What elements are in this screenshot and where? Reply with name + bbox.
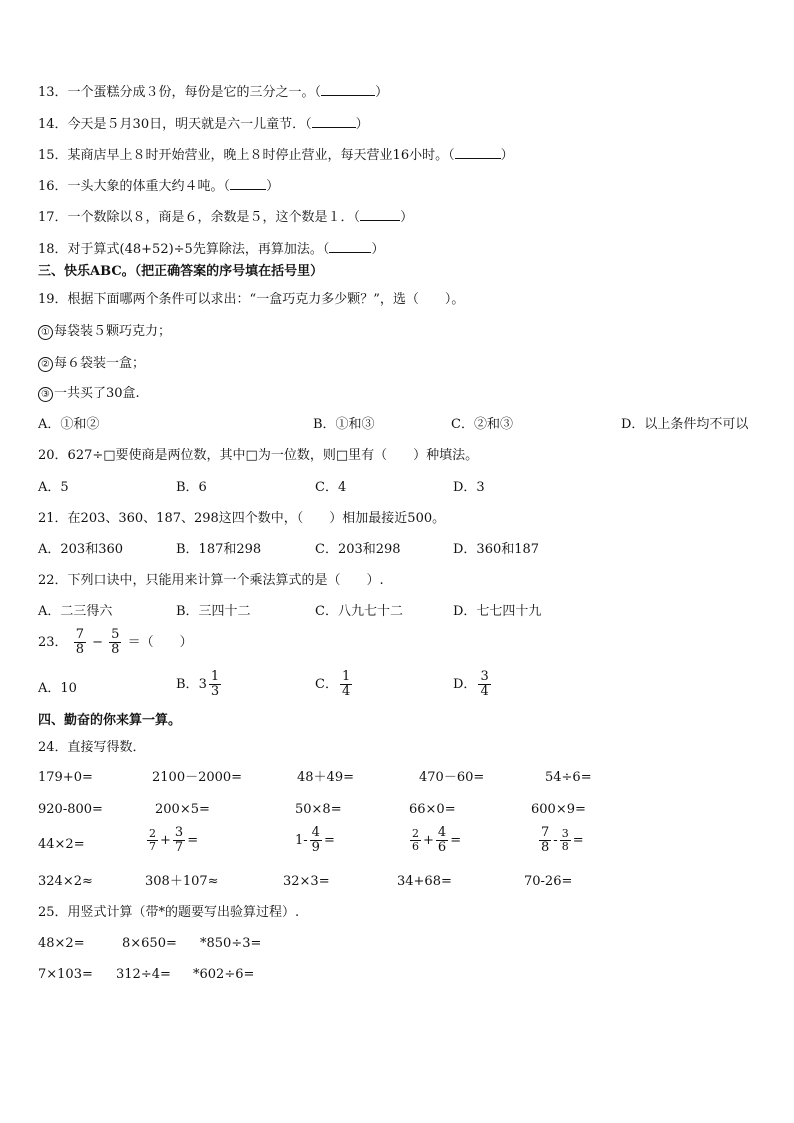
calc-item-fraction-diff: $\frac{7}{8}$ - $\frac{3}{8}$ =	[541, 825, 584, 855]
calc-item: 308＋107≈	[145, 874, 219, 889]
vertical-calc-item: 7×103=	[38, 967, 93, 982]
fraction: $\frac{3}{4}$	[480, 669, 489, 699]
calc-item: 54÷6=	[545, 770, 592, 785]
fraction: $\frac{7}{8}$	[75, 627, 84, 657]
calc-item-fraction-sum: $\frac{2}{6}$ + $\frac{4}{6}$ =	[412, 825, 462, 855]
q19-option-a[interactable]: A．①和②	[38, 417, 100, 432]
q22-option-a[interactable]: A．二三得六	[38, 604, 113, 619]
question-23-stem: 23． $\frac{7}{8}$ − $\frac{5}{8}$ ＝（ ）	[38, 627, 193, 657]
question-15: 15．某商店早上８时开始营业，晚上８时停止营业，每天营业16小时。（ ）	[38, 148, 514, 163]
answer-blank[interactable]	[360, 208, 400, 221]
question-25-stem: 25．用竖式计算（带*的题要写出验算过程）.	[38, 905, 300, 920]
q20-option-d[interactable]: D．3	[453, 480, 485, 495]
vertical-calc-item: 48×2=	[38, 936, 85, 951]
q23-option-b[interactable]: B．3 $\frac{1}{3}$	[176, 669, 220, 699]
question-20-stem: 20．627÷□要使商是两位数，其中□为一位数，则□里有（ ）种填法。	[38, 448, 479, 463]
q22-option-c[interactable]: C．八九七十二	[315, 604, 403, 619]
question-13: 13．一个蛋糕分成３份，每份是它的三分之一。（ ）	[38, 85, 389, 100]
section-3-heading: 三、快乐ABC。（把正确答案的序号填在括号里）	[38, 264, 324, 279]
q20-option-a[interactable]: A．5	[38, 480, 69, 495]
condition-2: ② 每６袋装一盒；	[38, 355, 145, 373]
q20-option-c[interactable]: C．4	[315, 480, 347, 495]
fraction: $\frac{5}{8}$	[111, 627, 120, 657]
q22-option-b[interactable]: B．三四十二	[176, 604, 251, 619]
q21-option-d[interactable]: D．360和187	[453, 542, 540, 557]
fraction: $\frac{1}{3}$	[210, 669, 220, 699]
question-19-stem: 19．根据下面哪两个条件可以求出：“一盒巧克力多少颗？”，选（ ）。	[38, 292, 465, 307]
fraction: $\frac{7}{8}$	[541, 825, 550, 855]
calc-item: 179+0=	[38, 770, 93, 785]
circled-number: ②	[38, 357, 53, 372]
q23-option-d[interactable]: D． $\frac{3}{4}$	[453, 669, 489, 699]
question-22-stem: 22．下列口诀中，只能用来计算一个乘法算式的是（ ）.	[38, 573, 384, 588]
q19-option-d[interactable]: D．以上条件均不可以	[621, 417, 749, 432]
calc-item: 324×2≈	[38, 874, 93, 889]
calc-item: 200×5=	[155, 802, 210, 817]
q21-option-b[interactable]: B．187和298	[176, 542, 262, 557]
calc-item: 2100－2000=	[152, 770, 243, 785]
calc-item: 34+68=	[397, 874, 452, 889]
answer-blank[interactable]	[312, 115, 356, 128]
calc-item-fraction-diff: 1- $\frac{4}{9}$ =	[295, 825, 335, 855]
calc-item: 48＋49=	[297, 770, 354, 785]
q22-option-d[interactable]: D．七七四十九	[453, 604, 542, 619]
question-24-stem: 24．直接写得数．	[38, 740, 146, 755]
calc-item: 470－60=	[419, 770, 485, 785]
answer-blank[interactable]	[329, 240, 371, 253]
fraction: $\frac{1}{4}$	[341, 669, 351, 699]
q19-option-b[interactable]: B．①和③	[313, 417, 375, 432]
vertical-calc-item: 312÷4=	[116, 967, 171, 982]
q23-option-a[interactable]: A．10	[38, 681, 77, 696]
answer-blank[interactable]	[455, 146, 501, 159]
calc-item: 50×8=	[295, 802, 342, 817]
vertical-calc-item: *850÷3=	[200, 936, 262, 951]
q19-option-c[interactable]: C．②和③	[451, 417, 513, 432]
question-21-stem: 21．在203、360、187、298这四个数中，（ ）相加最接近500。	[38, 511, 446, 526]
q20-option-b[interactable]: B．6	[176, 480, 207, 495]
calc-item: 70-26=	[524, 874, 573, 889]
circled-number: ①	[38, 325, 53, 340]
fraction: $\frac{4}{9}$	[311, 825, 320, 855]
answer-blank[interactable]	[230, 177, 266, 190]
fraction: $\frac{3}{8}$	[561, 827, 569, 853]
q21-option-c[interactable]: C．203和298	[315, 542, 401, 557]
q23-option-c[interactable]: C． $\frac{1}{4}$	[315, 669, 351, 699]
condition-1: ① 每袋装５颗巧克力；	[38, 323, 171, 341]
vertical-calc-item: *602÷6=	[193, 967, 255, 982]
section-4-heading: 四、勤奋的你来算一算。	[38, 713, 182, 728]
question-16: 16．一头大象的体重大约４吨。（ ）	[38, 179, 280, 194]
vertical-calc-item: 8×650=	[122, 936, 177, 951]
calc-item: 920-800=	[38, 802, 103, 817]
calc-item: 600×9=	[531, 802, 586, 817]
calc-item-fraction-sum: $\frac{2}{7}$ + $\frac{3}{7}$ =	[149, 825, 199, 855]
question-18: 18．对于算式(48+52)÷5先算除法，再算加法。（ ）	[38, 242, 385, 257]
calc-item: 32×3=	[283, 874, 330, 889]
question-17: 17．一个数除以８，商是６，余数是５，这个数是１．（ ）	[38, 210, 414, 225]
answer-blank[interactable]	[321, 83, 375, 96]
fraction: $\frac{2}{7}$	[149, 827, 156, 853]
q21-option-a[interactable]: A．203和360	[38, 542, 124, 557]
question-14: 14．今天是５月30日，明天就是六一儿童节．（ ）	[38, 117, 369, 132]
fraction: $\frac{4}{6}$	[437, 825, 447, 855]
fraction: $\frac{3}{7}$	[174, 825, 184, 855]
calc-item: 66×0=	[409, 802, 456, 817]
condition-3: ③ 一共买了30盒.	[38, 385, 140, 403]
fraction: $\frac{2}{6}$	[412, 827, 419, 853]
circled-number: ③	[38, 387, 53, 402]
calc-item: 44×2=	[38, 837, 85, 852]
